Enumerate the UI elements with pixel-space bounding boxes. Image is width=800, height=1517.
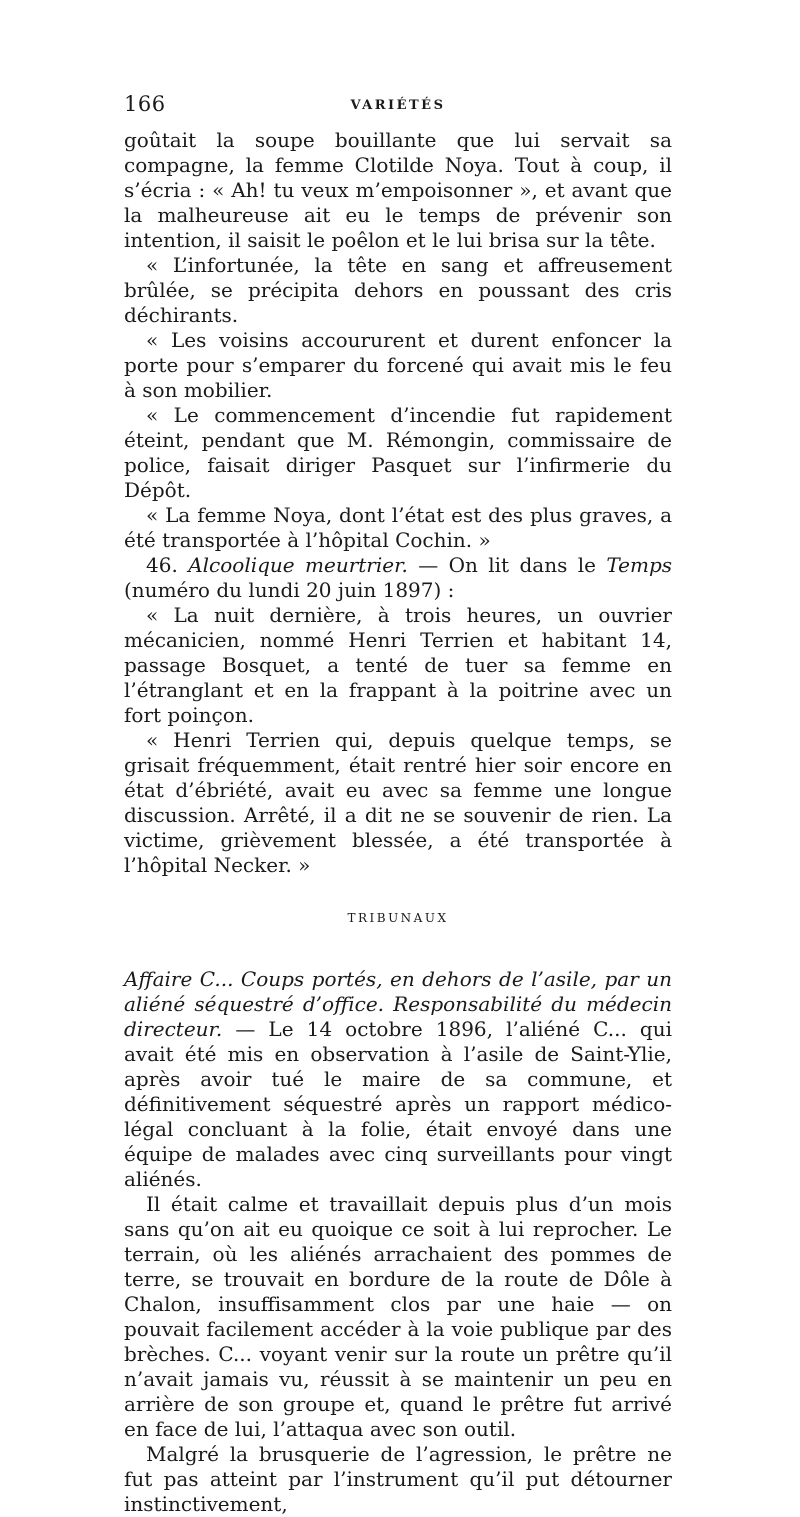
newspaper-name: Temps: [606, 553, 673, 577]
paragraph: goûtait la soupe bouillante que lui servait sa compagne, la femme Clotilde Noya. Tout à coup, il s’écria : « Ah! tu veux m’empoisonner », et avant que la malheureuse ait eu le temps de prévenir son intention, il saisit le poêlon et le lui brisa sur la tête.: [124, 128, 672, 252]
paragraph: Malgré la brusquerie de l’agression, le prêtre ne fut pas atteint par l’instrument qu’il put détourner instinctivement,: [124, 1442, 672, 1516]
paragraph: « Les voisins accoururent et durent enfoncer la porte pour s’emparer du forcené qui avait mis le feu à son mobilier.: [124, 328, 672, 402]
paragraph: « La femme Noya, dont l’état est des plus graves, a été transportée à l’hôpital Cochin. »: [124, 503, 672, 552]
case-title: Alcoolique meurtrier.: [188, 553, 408, 577]
paragraph: « Henri Terrien qui, depuis quelque temps, se grisait fréquemment, était rentré hier soir encore en état d’ébriété, avait eu avec sa femme une longue discussion. Arrêté, il a dit ne se souvenir de rien. La victime, grièvement blessée, a été transportée à l’hôpital Necker. »: [124, 728, 672, 877]
paragraph: « La nuit dernière, à trois heures, un ouvrier mécanicien, nommé Henri Terrien et habitant 14, passage Bosquet, a tenté de tuer sa femme en l’étranglant et en la frappant à la poitrine avec un fort poinçon.: [124, 603, 672, 727]
affaire-text: — Le 14 octobre 1896, l’aliéné C... qui avait été mis en observation à l’asile de Saint-Ylie, après avoir tué le maire de sa commune, et définitivement séquestré après un rapport médico-légal concluant à la folie, était envoyé dans une équipe de malades avec cinq surveillants pour vingt aliénés.: [124, 1017, 672, 1191]
page-number: 166: [124, 92, 166, 116]
affaire-title: Affaire C... Coups portés, en dehors de l’asile, par un aliéné séquestré d’office. Responsabilité du médecin directeur.: [124, 967, 672, 1041]
case-number: 46.: [146, 553, 178, 577]
paragraph: Il était calme et travaillait depuis plus d’un mois sans qu’on ait eu quoique ce soit à lui reprocher. Le terrain, où les aliénés arrachaient des pommes de terre, se trouvait en bordure de la route de Dôle à Chalon, insuffisamment clos par une haie — on pouvait facilement accéder à la voie publique par des brèches. C... voyant venir sur la route un prêtre qu’il n’avait jamais vu, réussit à se maintenir un peu en arrière de son groupe et, quand le prêtre fut arrivé en face de lui, l’attaqua avec son outil.: [124, 1192, 672, 1441]
case-intro-text: — On lit dans le: [407, 553, 607, 577]
running-title: VARIÉTÉS: [350, 98, 446, 113]
affaire-paragraph: [124, 967, 672, 1192]
paragraph: « Le commencement d’incendie fut rapidement éteint, pendant que M. Rémongin, commissaire de police, faisait diriger Pasquet sur l’infirmerie du Dépôt.: [124, 403, 672, 502]
paragraph: « L’infortunée, la tête en sang et affreusement brûlée, se précipita dehors en poussant des cris déchirants.: [124, 253, 672, 327]
section-title: TRIBUNAUX: [347, 911, 449, 925]
page-body: [124, 128, 672, 1517]
page-header: [124, 92, 672, 120]
case-intro-text-end: (numéro du lundi 20 juin 1897) :: [124, 578, 455, 602]
case-46-paragraph: [124, 553, 672, 603]
